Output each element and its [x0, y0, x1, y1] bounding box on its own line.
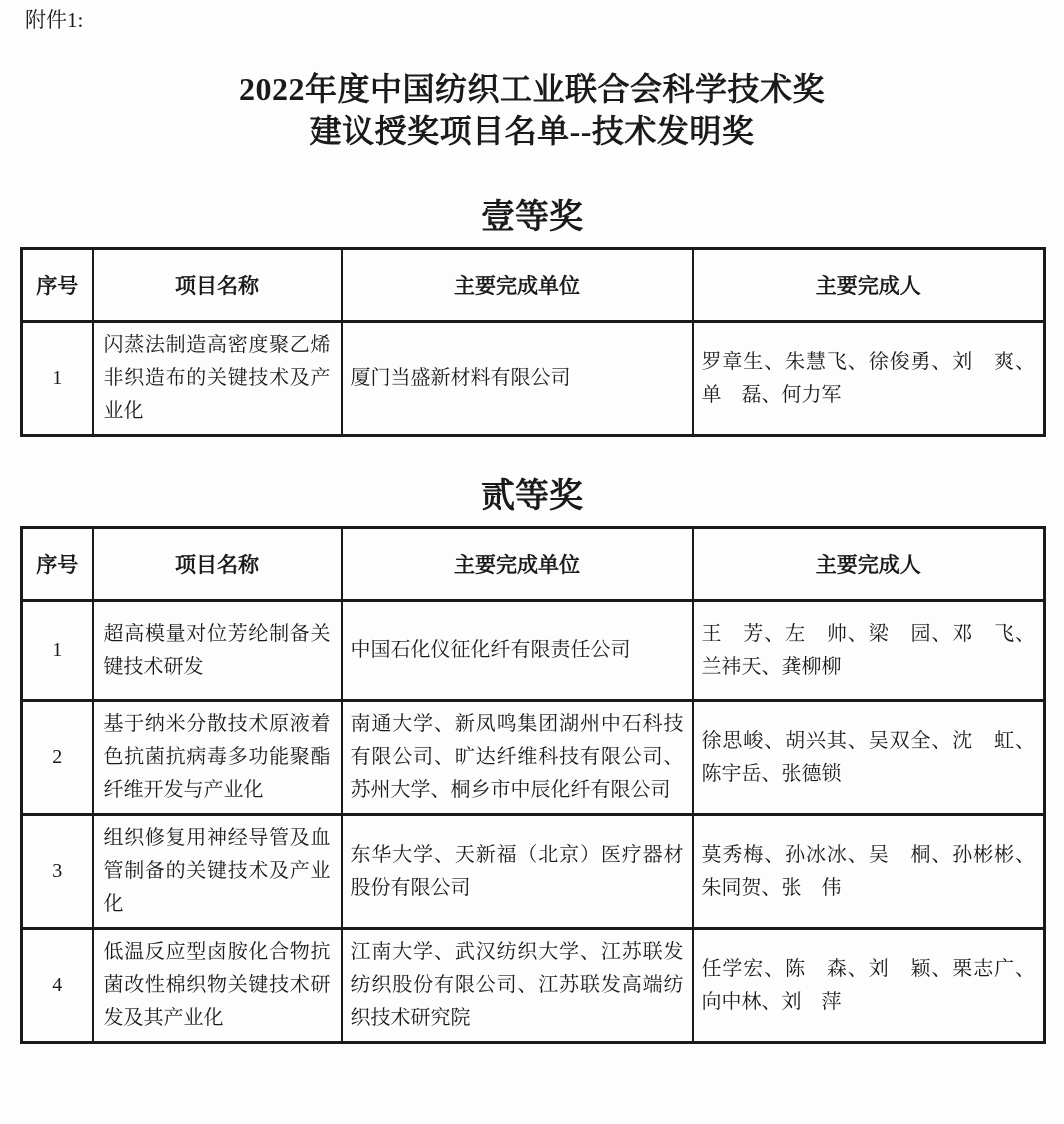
main-units-cell: 中国石化仪征化纤有限责任公司: [342, 601, 693, 701]
table-header-row: [22, 249, 1045, 322]
column-header-main-units: 主要完成单位: [342, 528, 693, 601]
main-contributors-cell: 王 芳、左 帅、梁 园、邓 飞、兰祎天、龚柳柳: [693, 601, 1045, 701]
serial-cell: 4: [22, 929, 93, 1043]
column-header-serial: 序号: [22, 249, 93, 322]
column-header-main-contributors: 主要完成人: [693, 528, 1045, 601]
table-row: [22, 322, 1045, 436]
serial-cell: 1: [22, 601, 93, 701]
project-name-cell: 超高模量对位芳纶制备关键技术研发: [93, 601, 342, 701]
attachment-label: 附件1:: [25, 8, 84, 32]
section-heading-first-prize: 壹等奖: [481, 199, 583, 236]
serial-cell: 1: [22, 322, 93, 436]
table-row: [22, 929, 1045, 1043]
main-contributors-cell: 罗章生、朱慧飞、徐俊勇、刘 爽、单 磊、何力军: [693, 322, 1045, 436]
table-header-row: [22, 528, 1045, 601]
project-name-cell: 低温反应型卤胺化合物抗菌改性棉织物关键技术研发及其产业化: [93, 929, 342, 1043]
main-units-cell: 厦门当盛新材料有限公司: [342, 322, 693, 436]
column-header-project-name: 项目名称: [93, 249, 342, 322]
first-prize-table: [20, 247, 1046, 437]
section-heading-second-prize: 贰等奖: [481, 478, 583, 515]
project-name-cell: 组织修复用神经导管及血管制备的关键技术及产业化: [93, 815, 342, 929]
column-header-main-units: 主要完成单位: [342, 249, 693, 322]
main-units-cell: 江南大学、武汉纺织大学、江苏联发纺织股份有限公司、江苏联发高端纺织技术研究院: [342, 929, 693, 1043]
column-header-main-contributors: 主要完成人: [693, 249, 1045, 322]
project-name-cell: 基于纳米分散技术原液着色抗菌抗病毒多功能聚酯纤维开发与产业化: [93, 701, 342, 815]
title-line-2: 建议授奖项目名单--技术发明奖: [309, 113, 755, 149]
main-contributors-cell: 莫秀梅、孙冰冰、吴 桐、孙彬彬、朱同贺、张 伟: [693, 815, 1045, 929]
project-name-cell: 闪蒸法制造高密度聚乙烯非织造布的关键技术及产业化: [93, 322, 342, 436]
main-units-cell: 东华大学、天新福（北京）医疗器材股份有限公司: [342, 815, 693, 929]
document-title: [0, 68, 1064, 152]
table-row: [22, 701, 1045, 815]
serial-cell: 2: [22, 701, 93, 815]
title-line-1: 2022年度中国纺织工业联合会科学技术奖: [238, 71, 825, 107]
table-row: [22, 601, 1045, 701]
main-contributors-cell: 任学宏、陈 森、刘 颖、栗志广、向中林、刘 萍: [693, 929, 1045, 1043]
column-header-serial: 序号: [22, 528, 93, 601]
main-contributors-cell: 徐思峻、胡兴其、吴双全、沈 虹、陈宇岳、张德锁: [693, 701, 1045, 815]
table-row: [22, 815, 1045, 929]
serial-cell: 3: [22, 815, 93, 929]
main-units-cell: 南通大学、新凤鸣集团湖州中石科技有限公司、旷达纤维科技有限公司、苏州大学、桐乡市中辰化纤有限公司: [342, 701, 693, 815]
column-header-project-name: 项目名称: [93, 528, 342, 601]
second-prize-table: [20, 526, 1046, 1044]
